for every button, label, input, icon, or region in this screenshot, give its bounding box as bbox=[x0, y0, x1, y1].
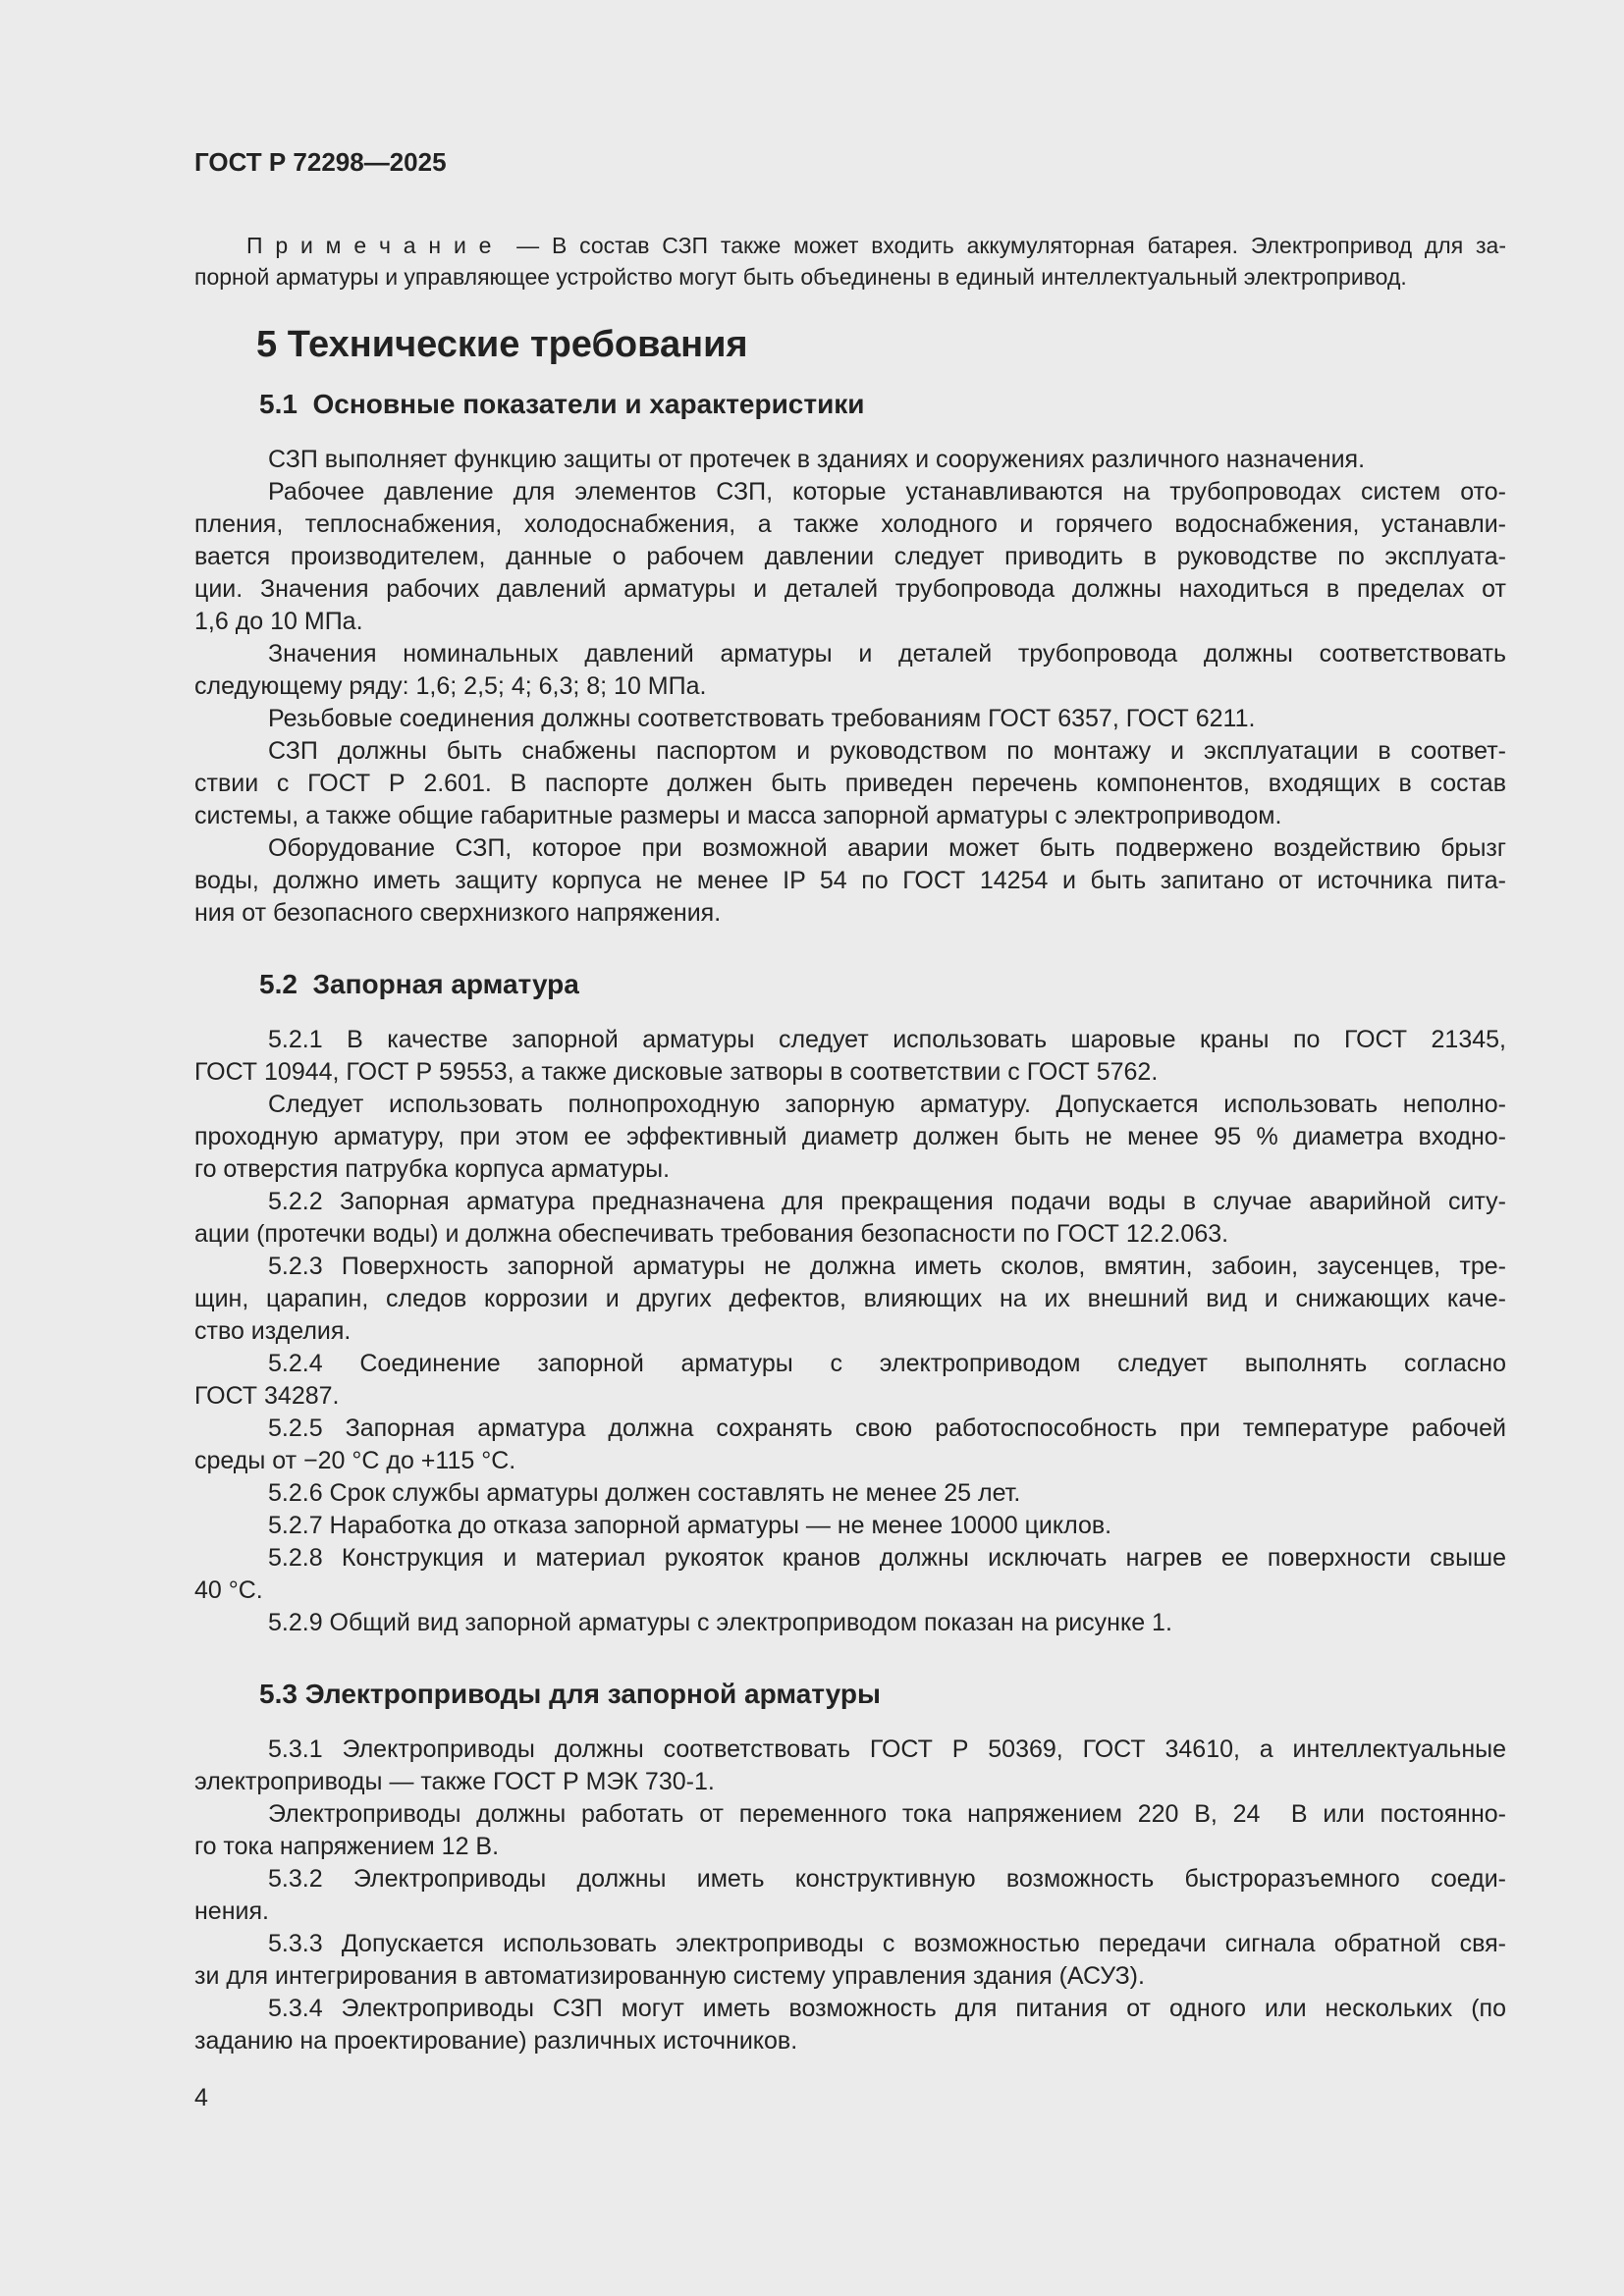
paragraph bbox=[194, 476, 1506, 638]
text-line: следующему ряду: 1,6; 2,5; 4; 6,3; 8; 10 МПа. bbox=[194, 672, 707, 700]
text-line: ство изделия. bbox=[194, 1317, 352, 1345]
text-line: порной арматуры и управляющее устройство могут быть объединены в единый интеллектуальный электропривод. bbox=[194, 264, 1407, 290]
paragraph bbox=[194, 1348, 1506, 1413]
text-line: 1,6 до 10 МПа. bbox=[194, 608, 363, 635]
document-body bbox=[194, 230, 1506, 2057]
paragraph bbox=[194, 735, 1506, 832]
text-line: зи для интегрирования в автоматизированную систему управления здания (АСУЗ). bbox=[194, 1962, 1145, 1990]
text-line: 5.2.7 Наработка до отказа запорной арматуры — не менее 10000 циклов. bbox=[268, 1512, 1112, 1539]
text-line: СЗП должны быть снабжены паспортом и руководством по монтажу и эксплуатации в соответ- bbox=[268, 737, 1506, 765]
text-line: проходную арматуру, при этом ее эффективный диаметр должен быть не менее 95 % диаметра входно- bbox=[194, 1123, 1506, 1150]
text-line: ации (протечки воды) и должна обеспечивать требования безопасности по ГОСТ 12.2.063. bbox=[194, 1220, 1229, 1248]
paragraph bbox=[194, 1993, 1506, 2057]
paragraph bbox=[194, 1089, 1506, 1186]
text-line: 5.3.4 Электроприводы СЗП могут иметь возможность для питания от одного или нескольких (по bbox=[268, 1995, 1506, 2022]
text-line: Рабочее давление для элементов СЗП, которые устанавливаются на трубопроводах систем ото- bbox=[268, 478, 1506, 506]
text-line: 5.2.3 Поверхность запорной арматуры не должна иметь сколов, вмятин, забоин, заусенцев, тре- bbox=[268, 1253, 1506, 1280]
text-line: ГОСТ 34287. bbox=[194, 1382, 340, 1410]
page-number: 4 bbox=[194, 2084, 208, 2111]
text-line: Следует использовать полнопроходную запорную арматуру. Допускается использовать неполно- bbox=[268, 1091, 1506, 1118]
paragraph bbox=[194, 444, 1506, 476]
text-line: го тока напряжением 12 В. bbox=[194, 1833, 500, 1860]
text-line: 5.2.4 Соединение запорной арматуры с электроприводом следует выполнять согласно bbox=[268, 1350, 1506, 1377]
text-line: ции. Значения рабочих давлений арматуры и деталей трубопровода должны находиться в пределах от bbox=[194, 575, 1506, 603]
paragraph bbox=[194, 1798, 1506, 1863]
paragraph bbox=[194, 703, 1506, 735]
text-line: пления, теплоснабжения, холодоснабжения, а также холодного и горячего водоснабжения, устанавли- bbox=[194, 510, 1506, 538]
text-line: СЗП выполняет функцию защиты от протечек в зданиях и сооружениях различного назначения. bbox=[268, 446, 1366, 473]
paragraph bbox=[194, 832, 1506, 930]
text-line: Электроприводы должны работать от переменного тока напряжением 220 В, 24 В или постоянно- bbox=[268, 1800, 1506, 1828]
text-line: го отверстия патрубка корпуса арматуры. bbox=[194, 1155, 671, 1183]
paragraph bbox=[194, 1928, 1506, 1993]
subsection-heading: 5.2 Запорная арматура bbox=[259, 969, 579, 999]
text-line: 5.3.1 Электроприводы должны соответствовать ГОСТ Р 50369, ГОСТ 34610, а интеллектуальные bbox=[268, 1735, 1506, 1763]
text-line: нения. bbox=[194, 1897, 269, 1925]
note bbox=[194, 230, 1506, 293]
text-line: заданию на проектирование) различных источников. bbox=[194, 2027, 798, 2055]
text-line: 40 °С. bbox=[194, 1576, 263, 1604]
section-heading: 5 Технические требования bbox=[256, 324, 748, 365]
document-code-header: ГОСТ Р 72298—2025 bbox=[194, 147, 447, 177]
paragraph bbox=[194, 1024, 1506, 1089]
text-line: воды, должно иметь защиту корпуса не менее IP 54 по ГОСТ 14254 и быть запитано от источника пита- bbox=[194, 867, 1506, 894]
paragraph bbox=[194, 1251, 1506, 1348]
paragraph bbox=[194, 1607, 1506, 1639]
text-line: вается производителем, данные о рабочем давлении следует приводить в руководстве по эксплуата- bbox=[194, 543, 1506, 570]
text-line: Значения номинальных давлений арматуры и деталей трубопровода должны соответствовать bbox=[268, 640, 1506, 667]
text-line: 5.3.3 Допускается использовать электроприводы с возможностью передачи сигнала обратной свя- bbox=[268, 1930, 1506, 1957]
text-line: ствии с ГОСТ Р 2.601. В паспорте должен быть приведен перечень компонентов, входящих в состав bbox=[194, 770, 1506, 797]
text-line: 5.2.5 Запорная арматура должна сохранять свою работоспособность при температуре рабочей bbox=[268, 1415, 1506, 1442]
text-line: системы, а также общие габаритные размеры и масса запорной арматуры с электроприводом. bbox=[194, 802, 1282, 829]
text-line: щин, царапин, следов коррозии и других дефектов, влияющих на их внешний вид и снижающих каче- bbox=[194, 1285, 1506, 1312]
text-line: ГОСТ 10944, ГОСТ Р 59553, а также дисковые затворы в соответствии с ГОСТ 5762. bbox=[194, 1058, 1159, 1086]
paragraph bbox=[194, 1186, 1506, 1251]
text-line: Оборудование СЗП, которое при возможной аварии может быть подвержено воздействию брызг bbox=[268, 834, 1506, 862]
text-line: 5.3.2 Электроприводы должны иметь конструктивную возможность быстроразъемного соеди- bbox=[268, 1865, 1506, 1893]
text-line: среды от −20 °С до +115 °С. bbox=[194, 1447, 516, 1474]
text-line: 5.2.6 Срок службы арматуры должен составлять не менее 25 лет. bbox=[268, 1479, 1021, 1507]
paragraph bbox=[194, 1734, 1506, 1798]
paragraph bbox=[194, 1542, 1506, 1607]
paragraph bbox=[194, 1477, 1506, 1510]
text-line: 5.2.1 В качестве запорной арматуры следует использовать шаровые краны по ГОСТ 21345, bbox=[268, 1026, 1506, 1053]
text-line: ния от безопасного сверхнизкого напряжения. bbox=[194, 899, 722, 927]
text-line: 5.2.2 Запорная арматура предназначена для прекращения подачи воды в случае аварийной ситу- bbox=[268, 1188, 1506, 1215]
paragraph bbox=[194, 638, 1506, 703]
text-line: электроприводы — также ГОСТ Р МЭК 730-1. bbox=[194, 1768, 715, 1795]
paragraph bbox=[194, 1510, 1506, 1542]
subsection-heading: 5.3 Электроприводы для запорной арматуры bbox=[259, 1679, 881, 1709]
subsection-heading: 5.1 Основные показатели и характеристики bbox=[259, 389, 865, 419]
text-line: 5.2.9 Общий вид запорной арматуры с электроприводом показан на рисунке 1. bbox=[268, 1609, 1172, 1636]
text-line: Резьбовые соединения должны соответствовать требованиям ГОСТ 6357, ГОСТ 6211. bbox=[268, 705, 1256, 732]
text-line: 5.2.8 Конструкция и материал рукояток кранов должны исключать нагрев ее поверхности свыше bbox=[268, 1544, 1506, 1572]
paragraph bbox=[194, 1413, 1506, 1477]
text-line: П р и м е ч а н и е — В состав СЗП также может входить аккумуляторная батарея. Электропривод для за- bbox=[246, 233, 1506, 258]
paragraph bbox=[194, 1863, 1506, 1928]
